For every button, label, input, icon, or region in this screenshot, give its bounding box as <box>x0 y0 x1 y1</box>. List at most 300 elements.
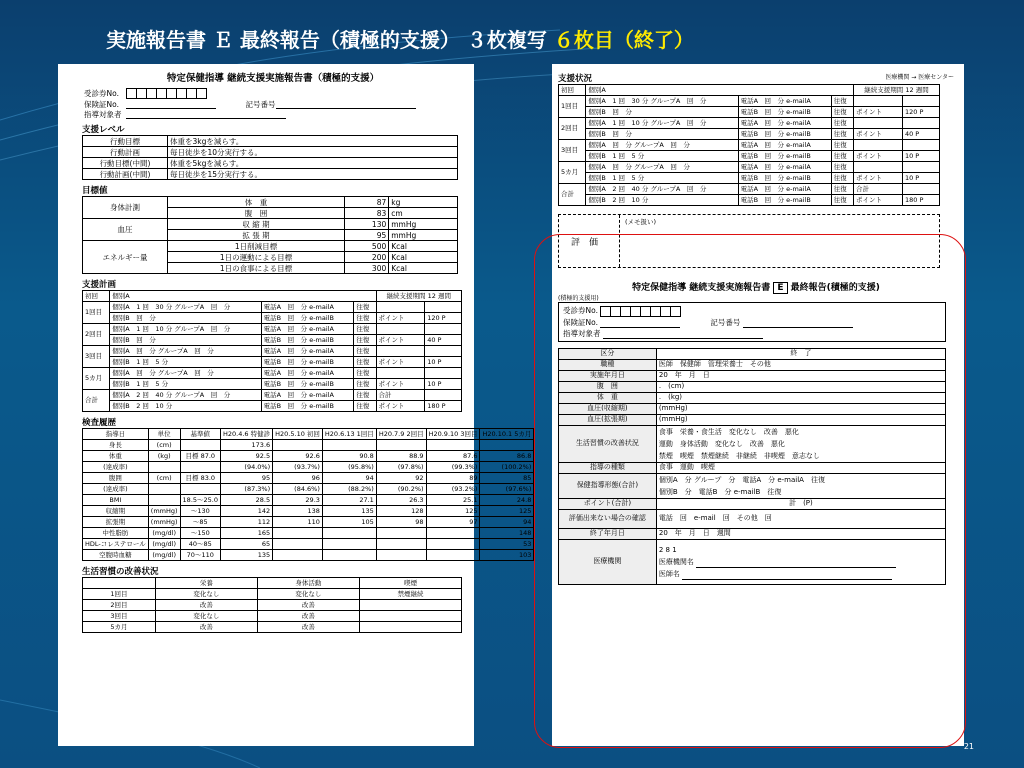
plan-cell: 電話B 回 分 e-mailB <box>261 313 354 324</box>
plan-cell: 個別B 回 分 <box>586 107 738 118</box>
checkup-cell: (mg/dl) <box>148 539 180 550</box>
habits-cell: 改善 <box>257 600 359 611</box>
plan-cell: ポイント <box>854 151 903 162</box>
plan-row <box>83 368 462 379</box>
checkup-cell: 125 <box>480 506 534 517</box>
checkup-cell: 25.1 <box>426 495 480 506</box>
checkup-cell: (88.2%) <box>322 484 376 495</box>
plan-cell: 個別B 回 分 <box>110 335 261 346</box>
plan-cell <box>854 96 903 107</box>
plan-cell: 往復 <box>831 151 853 162</box>
final-form-title-text2: 最終報告(積極的支援) <box>790 283 880 293</box>
plan-table <box>82 290 462 412</box>
plan-cell <box>902 96 939 107</box>
habit-line: 食事 栄養・食生活 変化なし 改善 悪化 <box>658 427 799 436</box>
plan-cell: 往復 <box>354 302 376 313</box>
plan-cell: ポイント <box>376 357 425 368</box>
checkup-cell <box>426 440 480 451</box>
habits-cell <box>359 600 461 611</box>
checkup-cell: (100.2%) <box>480 462 534 473</box>
checkup-cell <box>273 539 323 550</box>
plan-cell <box>854 118 903 129</box>
clinic-name: 医療機関名 <box>658 557 694 566</box>
plan-period-value: 12 週間 <box>905 85 929 94</box>
checkup-cell: (94.0%) <box>221 462 273 473</box>
plan-cell: 電話A 回 分 e-mailA <box>738 184 831 195</box>
checkup-cell <box>273 550 323 561</box>
page-number: 21 <box>963 742 974 751</box>
plan-cell <box>902 162 939 173</box>
plan-cell: 電話B 回 分 e-mailB <box>738 129 831 140</box>
checkup-cell: 53 <box>480 539 534 550</box>
target-unit: cm <box>389 208 458 219</box>
plan-cell: 往復 <box>354 379 376 390</box>
habits-table <box>82 577 462 633</box>
plan-row <box>559 129 940 140</box>
final-value: 計 (P) <box>656 498 945 509</box>
target-value: 300 <box>344 263 388 274</box>
checkup-cell: 92 <box>376 473 426 484</box>
habits-cell: 1回目 <box>83 589 156 600</box>
final-value: . (cm) <box>656 381 945 392</box>
final-label: 生活習慣の改善状況 <box>559 425 657 462</box>
plan-group: 2回目 <box>559 118 586 140</box>
slide-title-main: 実施報告書 Ｅ 最終報告（積極的支援） ３枚複写 <box>106 28 547 52</box>
checkup-cell: (97.8%) <box>376 462 426 473</box>
plan-cell <box>902 118 939 129</box>
final-form-letter: E <box>773 282 787 294</box>
targets-table <box>82 196 458 274</box>
checkup-header: H20.6.13 1回目 <box>322 429 376 440</box>
habits-header: 喫煙 <box>359 578 461 589</box>
plan-cell: ポイント <box>376 335 425 346</box>
plan-row <box>83 313 462 324</box>
checkup-cell <box>180 440 220 451</box>
final-label: 区分 <box>559 348 657 359</box>
final-label: 終了年月日 <box>559 528 657 539</box>
target-item: 1日削減目標 <box>168 241 345 252</box>
checkup-header: H20.10.1 5カ月 <box>480 429 534 440</box>
record-label: 記号番号 <box>710 317 741 327</box>
checkup-row <box>83 539 534 550</box>
checkup-row <box>83 473 534 484</box>
status-table <box>558 84 940 206</box>
checkup-cell <box>480 440 534 451</box>
final-value: 20 年 月 日 <box>656 370 945 381</box>
checkup-cell: (達成率) <box>83 462 149 473</box>
plan-cell: 電話A 回 分 e-mailA <box>738 140 831 151</box>
plan-cell <box>425 302 462 313</box>
checkup-cell: 29.3 <box>273 495 323 506</box>
plan-cell: 個別B 1 回 5 分 <box>586 151 738 162</box>
left-document-page <box>58 64 532 746</box>
plan-cell: 電話B 回 分 e-mailB <box>738 151 831 162</box>
plan-group: 5カ月 <box>559 162 586 184</box>
checkup-row <box>83 517 534 528</box>
form-line: 個別A 分 グループ 分 電話A 分 e-mailA 往復 <box>658 475 825 484</box>
plan-cell <box>854 140 903 151</box>
plan-cell: 電話A 回 分 e-mailA <box>261 324 354 335</box>
plan-cell: 個別B 回 分 <box>110 313 261 324</box>
habits-cell: 禁煙継続 <box>359 589 461 600</box>
checkup-cell: 18.5〜25.0 <box>180 495 220 506</box>
plan-cell <box>425 324 462 335</box>
checkup-header: H20.9.10 3回目 <box>426 429 480 440</box>
checkup-cell: (kg) <box>148 451 180 462</box>
final-value: 食事 運動 喫煙 <box>656 462 945 473</box>
plan-cell: 往復 <box>354 357 376 368</box>
plan-cell: ポイント <box>854 173 903 184</box>
plan-cell <box>376 368 425 379</box>
checkup-cell: BMI <box>83 495 149 506</box>
plan-row <box>83 324 462 335</box>
plan-cell: 電話B 回 分 e-mailB <box>261 357 354 368</box>
plan-cell: 個別B 1 回 5 分 <box>110 357 261 368</box>
checkup-cell: 腹囲 <box>83 473 149 484</box>
checkup-cell: (95.8%) <box>322 462 376 473</box>
support-value: 毎日徒歩を15分実行する。 <box>168 169 458 180</box>
checkup-cell <box>180 484 220 495</box>
plan-cell: 往復 <box>831 96 853 107</box>
plan-cell: 往復 <box>831 107 853 118</box>
eval-label: 評 価 <box>571 238 599 248</box>
plan-heading: 支援計画 <box>82 280 117 290</box>
form-line: 個別B 分 電話B 分 e-mailB 往復 <box>658 487 782 496</box>
final-label: 評価出来ない場合の確認 <box>559 509 657 528</box>
plan-cell <box>902 184 939 195</box>
highlight-oval <box>534 234 966 748</box>
habits-heading: 生活習慣の改善状況 <box>82 567 159 577</box>
checkup-row <box>83 484 534 495</box>
habits-header <box>83 578 156 589</box>
habits-row <box>83 611 462 622</box>
plan-cell: 個別A 1 回 30 分 グループA 回 分 <box>110 302 261 313</box>
target-unit: Kcal <box>389 263 458 274</box>
plan-cell: 電話A 回 分 e-mailA <box>261 390 354 401</box>
checkup-row <box>83 506 534 517</box>
record-label: 記号番号 <box>245 99 276 109</box>
checkup-cell: 85 <box>480 473 534 484</box>
checkup-row <box>83 440 534 451</box>
checkup-header: 指導日 <box>83 429 149 440</box>
plan-cell: 個別B 回 分 <box>586 129 738 140</box>
plan-cell: 電話B 回 分 e-mailB <box>261 401 354 412</box>
plan-row <box>559 96 940 107</box>
checkup-cell: 103 <box>480 550 534 561</box>
final-label: 職種 <box>559 359 657 370</box>
id-label: 指導対象者 <box>84 109 122 119</box>
checkup-cell: 87.6 <box>426 451 480 462</box>
checkup-cell: 〜150 <box>180 528 220 539</box>
checkup-cell: 70〜110 <box>180 550 220 561</box>
checkup-cell: 身長 <box>83 440 149 451</box>
target-label: 血圧 <box>83 219 168 241</box>
plan-cell: 180 P <box>902 195 939 206</box>
plan-cell: 40 P <box>425 335 462 346</box>
plan-cell: 10 P <box>902 151 939 162</box>
habits-cell: 改善 <box>257 622 359 633</box>
id-label: 保険証No. <box>563 317 598 327</box>
checkup-cell: (90.2%) <box>376 484 426 495</box>
checkup-cell <box>273 528 323 539</box>
checkup-cell <box>376 440 426 451</box>
habits-header: 栄養 <box>155 578 257 589</box>
checkup-cell: (mmHg) <box>148 506 180 517</box>
final-label: 保健指導形態(合計) <box>559 473 657 498</box>
final-label: 血圧(収縮期) <box>559 403 657 414</box>
plan-cell: 電話B 回 分 e-mailB <box>738 107 831 118</box>
plan-cell: ポイント <box>376 313 425 324</box>
checkup-cell: (mg/dl) <box>148 550 180 561</box>
plan-row <box>83 302 462 313</box>
checkup-cell: 〜85 <box>180 517 220 528</box>
plan-row <box>559 184 940 195</box>
plan-cell: 個別A 回 分 グループA 回 分 <box>586 140 738 151</box>
checkup-cell: 173.6 <box>221 440 273 451</box>
plan-cell: 個別A 1 回 10 分 グループA 回 分 <box>586 118 738 129</box>
habits-header: 身体活動 <box>257 578 359 589</box>
checkup-cell: 27.1 <box>322 495 376 506</box>
checkup-cell <box>180 462 220 473</box>
plan-cell: ポイント <box>854 195 903 206</box>
plan-cell: 個別B 1 回 5 分 <box>110 379 261 390</box>
checkup-cell <box>148 484 180 495</box>
plan-cell: 合計 <box>376 390 425 401</box>
plan-cell <box>425 368 462 379</box>
habits-row <box>83 589 462 600</box>
checkup-cell: 165 <box>221 528 273 539</box>
checkup-cell: (達成率) <box>83 484 149 495</box>
plan-cell: 合計 <box>854 184 903 195</box>
plan-cell: 往復 <box>831 195 853 206</box>
plan-cell: 往復 <box>831 173 853 184</box>
status-heading: 支援状況 <box>558 74 593 84</box>
checkup-cell: (84.6%) <box>273 484 323 495</box>
plan-row <box>559 118 940 129</box>
checkup-cell: 142 <box>221 506 273 517</box>
plan-cell: 往復 <box>831 184 853 195</box>
checkup-cell: 〜130 <box>180 506 220 517</box>
plan-cell: 往復 <box>354 324 376 335</box>
checkup-cell: 28.5 <box>221 495 273 506</box>
plan-row <box>559 140 940 151</box>
final-label: 指導の種類 <box>559 462 657 473</box>
slide-title <box>106 24 694 53</box>
plan-cell <box>376 302 425 313</box>
id-label: 保険証No. <box>84 99 119 109</box>
target-value: 83 <box>344 208 388 219</box>
support-value: 体重を5kgを減らす。 <box>168 158 458 169</box>
habits-cell: 変化なし <box>257 589 359 600</box>
checkup-cell <box>426 528 480 539</box>
checkup-cell <box>322 550 376 561</box>
plan-cell: 個別B 2 回 10 分 <box>586 195 738 206</box>
final-form-title-text: 特定保健指導 継続支援実施報告書 <box>632 283 771 293</box>
support-level-heading: 支援レベル <box>82 125 125 135</box>
checkup-cell: 110 <box>273 517 323 528</box>
plan-cell: 40 P <box>902 129 939 140</box>
plan-cell: ポイント <box>854 107 903 118</box>
plan-cell: 往復 <box>831 162 853 173</box>
habits-cell: 3回目 <box>83 611 156 622</box>
plan-cell: 往復 <box>354 335 376 346</box>
plan-first: 初回 <box>83 291 110 302</box>
clinic-doctor: 医師名 <box>658 569 680 578</box>
habits-cell: 改善 <box>257 611 359 622</box>
checkup-cell <box>322 528 376 539</box>
plan-cell: 120 P <box>425 313 462 324</box>
checkup-cell: 40〜85 <box>180 539 220 550</box>
checkup-cell <box>376 528 426 539</box>
plan-cell: 電話B 回 分 e-mailB <box>738 173 831 184</box>
checkup-heading: 検査履歴 <box>82 418 117 428</box>
plan-cell: 個別A 2 回 40 分 グループA 回 分 <box>110 390 261 401</box>
checkup-cell: 86.8 <box>480 451 534 462</box>
plan-group: 3回目 <box>559 140 586 162</box>
checkup-row <box>83 528 534 539</box>
support-label: 行動目標 <box>83 136 168 147</box>
checkup-cell: 92.5 <box>221 451 273 462</box>
final-value: 終 了 <box>656 348 945 359</box>
target-unit: Kcal <box>389 241 458 252</box>
plan-row <box>83 335 462 346</box>
plan-row <box>559 151 940 162</box>
checkup-cell: 26.3 <box>376 495 426 506</box>
checkup-cell: 135 <box>322 506 376 517</box>
support-label: 行動計画 <box>83 147 168 158</box>
checkup-cell: (87.3%) <box>221 484 273 495</box>
plan-group: 1回目 <box>559 96 586 118</box>
final-label: 腹 囲 <box>559 381 657 392</box>
plan-group: 5カ月 <box>83 368 110 390</box>
plan-cell: 個別A 回 分 グループA 回 分 <box>110 368 261 379</box>
checkup-cell: (cm) <box>148 440 180 451</box>
plan-group: 1回目 <box>83 302 110 324</box>
plan-row <box>83 346 462 357</box>
final-label: 医療機関 <box>559 539 657 584</box>
plan-cell: 個別B 1 回 5 分 <box>586 173 738 184</box>
checkup-cell: 65 <box>221 539 273 550</box>
plan-cell: 往復 <box>831 129 853 140</box>
target-item: 拡 張 期 <box>168 230 345 241</box>
target-unit: mmHg <box>389 230 458 241</box>
plan-cell: 往復 <box>354 313 376 324</box>
plan-cell: 10 P <box>425 379 462 390</box>
plan-cell: 電話B 回 分 e-mailB <box>261 335 354 346</box>
habits-cell <box>359 611 461 622</box>
plan-group: 合計 <box>83 390 110 412</box>
plan-cell: 電話A 回 分 e-mailA <box>738 118 831 129</box>
plan-row <box>83 357 462 368</box>
checkup-cell: (mg/dl) <box>148 528 180 539</box>
checkup-cell: 96 <box>273 473 323 484</box>
plan-cell: 個別B 2 回 10 分 <box>110 401 261 412</box>
target-value: 130 <box>344 219 388 230</box>
checkup-cell: (mmHg) <box>148 517 180 528</box>
plan-cell: 120 P <box>902 107 939 118</box>
plan-cell: 電話B 回 分 e-mailB <box>261 379 354 390</box>
target-item: 体 重 <box>168 197 345 208</box>
plan-cell <box>425 390 462 401</box>
target-value: 95 <box>344 230 388 241</box>
plan-cell: 往復 <box>354 346 376 357</box>
checkup-cell <box>426 539 480 550</box>
checkup-cell: 135 <box>221 550 273 561</box>
plan-cell: 個別A 2 回 40 分 グループA 回 分 <box>586 184 738 195</box>
plan-group: 3回目 <box>83 346 110 368</box>
plan-cell: 電話A 回 分 e-mailA <box>738 162 831 173</box>
checkup-cell <box>148 462 180 473</box>
checkup-cell: (93.7%) <box>273 462 323 473</box>
final-value: 医師 保健師 管理栄養士 その他 <box>656 359 945 370</box>
left-id-block <box>82 88 418 119</box>
checkup-row <box>83 550 534 561</box>
plan-cell: 10 P <box>425 357 462 368</box>
plan-cell: 個別A 回 分 グループA 回 分 <box>110 346 261 357</box>
left-form-title: 特定保健指導 継続支援実施報告書（積極的支援） <box>166 73 380 84</box>
habits-cell: 改善 <box>155 600 257 611</box>
plan-cell: 電話A 回 分 e-mailA <box>261 368 354 379</box>
target-item: 1日の運動による目標 <box>168 252 345 263</box>
plan-row <box>559 107 940 118</box>
support-label: 行動目標(中間) <box>83 158 168 169</box>
final-value: (mmHg) <box>656 403 945 414</box>
final-form-sub: (積極的支援用) <box>558 295 599 302</box>
habits-cell: 2回目 <box>83 600 156 611</box>
plan-cell: 電話A 回 分 e-mailA <box>738 96 831 107</box>
plan-cell: 個別A 1 回 30 分 グループA 回 分 <box>586 96 738 107</box>
plan-cell <box>902 140 939 151</box>
clinic-code: 2 8 1 <box>658 545 677 554</box>
support-level-table <box>82 135 458 180</box>
plan-row <box>559 195 940 206</box>
habits-cell: 変化なし <box>155 611 257 622</box>
checkup-cell: 105 <box>322 517 376 528</box>
checkup-header: H20.7.9 2回目 <box>376 429 426 440</box>
habits-cell: 改善 <box>155 622 257 633</box>
habit-line: 運動 身体活動 変化なし 改善 悪化 <box>658 439 785 448</box>
target-value: 500 <box>344 241 388 252</box>
target-unit: mmHg <box>389 219 458 230</box>
checkup-cell: 94 <box>480 517 534 528</box>
habits-cell <box>359 622 461 633</box>
checkup-cell: 24.8 <box>480 495 534 506</box>
header-note: 医療機関 → 医療センター <box>885 74 954 81</box>
habits-row <box>83 600 462 611</box>
checkup-cell: HDL-コレステロール <box>83 539 149 550</box>
plan-cell: 往復 <box>354 368 376 379</box>
checkup-cell <box>376 539 426 550</box>
checkup-table <box>82 428 534 561</box>
checkup-cell: 97 <box>426 517 480 528</box>
plan-cell: 電話A 回 分 e-mailA <box>261 346 354 357</box>
target-unit: kg <box>389 197 458 208</box>
support-label: 行動計画(中間) <box>83 169 168 180</box>
plan-cell: ポイント <box>854 129 903 140</box>
habits-cell: 変化なし <box>155 589 257 600</box>
checkup-cell: 92.6 <box>273 451 323 462</box>
checkup-cell: 空腹時血糖 <box>83 550 149 561</box>
plan-rows-left <box>83 302 462 412</box>
checkup-cell: (97.6%) <box>480 484 534 495</box>
final-value: 電話 回 e-mail 回 その他 回 <box>656 509 945 528</box>
checkup-cell: (93.2%) <box>426 484 480 495</box>
plan-cell: 往復 <box>354 401 376 412</box>
checkup-cell: 112 <box>221 517 273 528</box>
plan-cell: ポイント <box>376 401 425 412</box>
checkup-row <box>83 462 534 473</box>
final-value: 20 年 月 日 週間 <box>656 528 945 539</box>
